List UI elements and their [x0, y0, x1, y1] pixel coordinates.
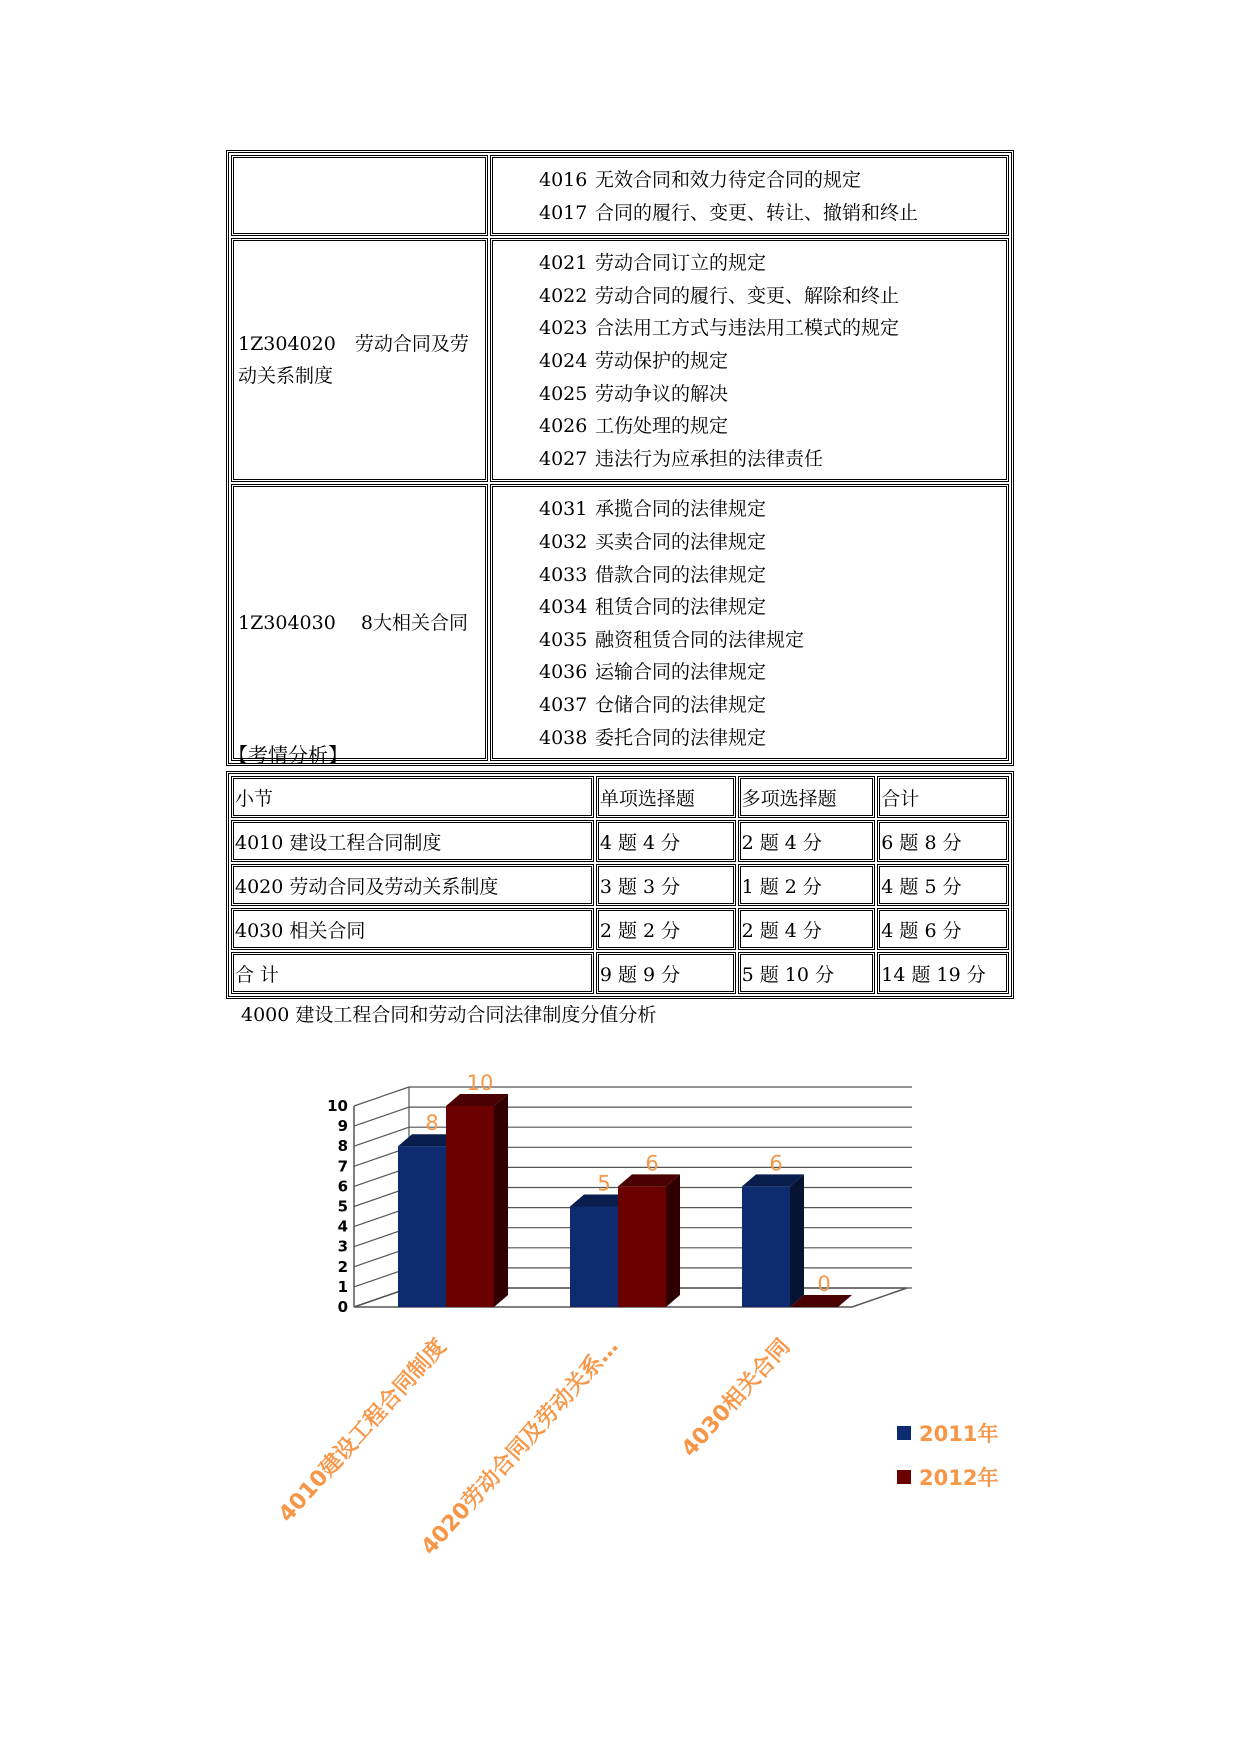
outline-item-text: 承揽合同的法律规定	[595, 498, 767, 521]
outline-item-code: 4034	[539, 596, 588, 619]
outline-item-code: 4027	[539, 447, 588, 470]
outline-item-code: 4016	[539, 169, 588, 191]
outline-item-code: 4024	[539, 349, 588, 372]
data-label: 8	[425, 1111, 439, 1136]
y-tick-label: 1	[337, 1277, 348, 1296]
table-cell: 5 题 10 分	[738, 952, 876, 994]
category-label: 4010建设工程合同制度	[274, 1334, 452, 1528]
header-cell-section: 小节	[231, 776, 594, 818]
outline-item-code: 4017	[539, 201, 588, 224]
outline-item-code: 4032	[539, 530, 588, 553]
table-cell: 9 题 9 分	[596, 952, 736, 994]
outline-item-text: 违法行为应承担的法律责任	[595, 447, 824, 470]
table-cell: 合 计	[231, 952, 594, 994]
legend-item-2012	[897, 1455, 998, 1499]
outline-item-text: 融资租赁合同的法律规定	[595, 628, 805, 651]
table-cell: 2 题 4 分	[738, 908, 876, 950]
y-tick-label: 5	[337, 1197, 348, 1216]
gridline-side	[354, 1107, 409, 1126]
y-tick-label: 2	[337, 1257, 348, 1276]
data-label: 6	[769, 1151, 783, 1176]
outline-item-code: 4038	[539, 726, 588, 749]
bar-front	[742, 1186, 790, 1307]
outline-item-code: 4036	[539, 661, 588, 684]
outline-item-text: 合同的履行、变更、转让、撤销和终止	[595, 201, 919, 224]
outline-item-code: 4035	[539, 628, 588, 651]
outline-section-cell: 1Z304020 劳动合同及劳动关系制度	[231, 238, 488, 482]
data-label: 0	[817, 1272, 831, 1296]
data-label: 5	[597, 1171, 611, 1196]
bar-side	[494, 1094, 508, 1307]
gridline-side	[354, 1087, 409, 1106]
outline-item-code: 4026	[539, 415, 588, 438]
outline-item-text: 劳动保护的规定	[595, 349, 729, 372]
legend-swatch-2011	[897, 1426, 911, 1440]
outline-item-text: 工伤处理的规定	[595, 415, 729, 438]
y-tick-label: 3	[337, 1237, 348, 1256]
table-cell: 4020 劳动合同及劳动关系制度	[231, 864, 594, 906]
table-cell: 4 题 5 分	[877, 864, 1009, 906]
outline-item-text: 合法用工方式与违法用工模式的规定	[595, 317, 900, 340]
table-cell: 4 题 6 分	[877, 908, 1009, 950]
data-label: 6	[645, 1151, 659, 1176]
legend-label-2012: 2012年	[919, 1466, 999, 1490]
table-cell: 2 题 2 分	[596, 908, 736, 950]
outline-item-text: 劳动合同的履行、变更、解除和终止	[595, 284, 900, 307]
table-cell: 4 题 4 分	[596, 820, 736, 862]
y-tick-label: 8	[337, 1137, 348, 1156]
table-cell: 6 题 8 分	[877, 820, 1009, 862]
bar-front	[398, 1146, 446, 1307]
outline-item-code: 4022	[539, 284, 588, 307]
header-cell-single-choice: 单项选择题	[596, 776, 736, 818]
table-cell: 1 题 2 分	[738, 864, 876, 906]
y-tick-label: 10	[327, 1097, 348, 1115]
outline-item-text: 无效合同和效力待定合同的规定	[595, 169, 862, 191]
gridline-side	[354, 1127, 409, 1146]
outline-item-text: 运输合同的法律规定	[595, 661, 767, 684]
category-label: 4030相关合同	[677, 1334, 796, 1462]
outline-item-text: 租赁合同的法律规定	[595, 596, 767, 619]
y-tick-label: 4	[337, 1217, 348, 1236]
table-cell: 4010 建设工程合同制度	[231, 820, 594, 862]
outline-item-text: 劳动合同订立的规定	[595, 252, 767, 275]
outline-section-cell: 1Z304030 8大相关合同	[231, 484, 488, 761]
header-cell-multiple-choice: 多项选择题	[738, 776, 876, 818]
outline-item-code: 4031	[539, 498, 588, 521]
y-tick-label: 7	[337, 1157, 348, 1176]
outline-item-text: 买卖合同的法律规定	[595, 530, 767, 553]
outline-item-code: 4023	[539, 317, 588, 340]
chart-legend	[897, 1411, 998, 1499]
outline-item-code: 4033	[539, 563, 588, 586]
outline-item-code: 4037	[539, 693, 588, 716]
outline-item-code: 4025	[539, 382, 588, 405]
bar-side	[790, 1174, 804, 1307]
bar-front	[618, 1186, 666, 1307]
table-cell: 3 题 3 分	[596, 864, 736, 906]
outline-item-text: 借款合同的法律规定	[595, 563, 767, 586]
data-label: 10	[466, 1071, 494, 1095]
bar-front	[570, 1207, 618, 1308]
outline-item-text: 委托合同的法律规定	[595, 726, 767, 749]
bar-side	[666, 1174, 680, 1307]
chart-caption: 4000 建设工程合同和劳动合同法律制度分值分析	[241, 1004, 657, 1026]
table-cell: 4030 相关合同	[231, 908, 594, 950]
bar-front	[446, 1106, 494, 1307]
table-cell: 14 题 19 分	[877, 952, 1009, 994]
outline-item-text: 劳动争议的解决	[595, 382, 729, 405]
table-cell: 2 题 4 分	[738, 820, 876, 862]
legend-swatch-2012	[897, 1470, 911, 1484]
legend-label-2011: 2011年	[919, 1422, 999, 1446]
y-tick-label: 6	[337, 1177, 348, 1196]
legend-item-2011	[897, 1411, 998, 1455]
outline-item-text: 仓储合同的法律规定	[595, 693, 767, 716]
y-tick-label: 0	[337, 1298, 348, 1316]
analysis-heading: 【考情分析】	[228, 743, 348, 767]
category-label: 4020劳动合同及劳动关系…	[416, 1334, 624, 1561]
header-cell-total: 合计	[877, 776, 1009, 818]
y-tick-label: 9	[337, 1117, 348, 1136]
outline-item-code: 4021	[539, 252, 588, 275]
